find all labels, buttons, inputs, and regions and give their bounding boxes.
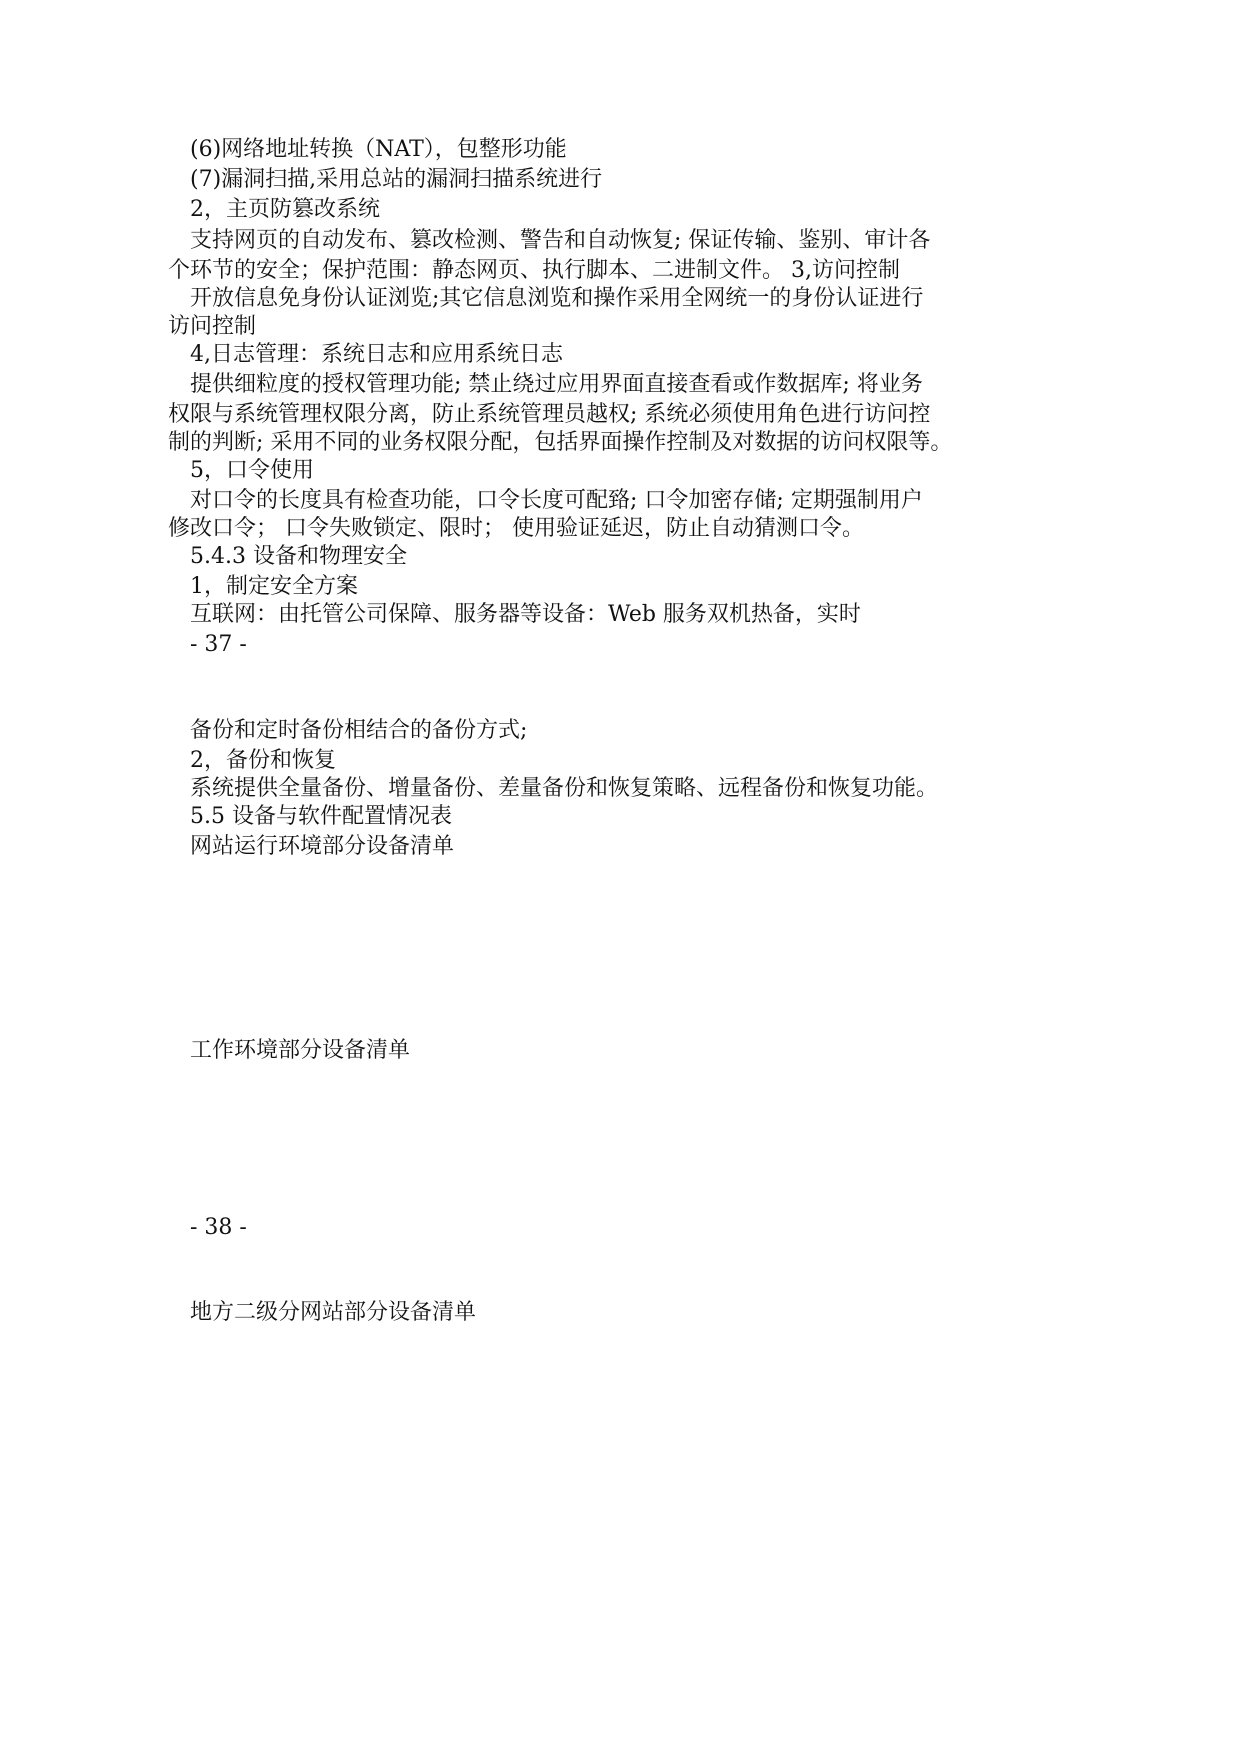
paragraph-line: 对口令的长度具有检查功能，口令长度可配臵; 口令加密存储; 定期强制用户 bbox=[190, 488, 923, 513]
paragraph-line: 访问控制 bbox=[168, 314, 257, 339]
paragraph-line: 制的判断; 采用不同的业务权限分配，包括界面操作控制及对数据的访问权限等。 bbox=[168, 430, 953, 455]
table-caption-runtime-equipment: 网站运行环境部分设备清单 bbox=[190, 834, 455, 859]
paragraph-line: 个环节的安全；保护范围：静态网页、执行脚本、二进制文件。 3,访问控制 bbox=[168, 258, 900, 283]
paragraph-line: 开放信息免身份认证浏览;其它信息浏览和操作采用全网统一的身份认证进行 bbox=[190, 286, 924, 311]
paragraph-line: 系统提供全量备份、增量备份、差量备份和恢复策略、远程备份和恢复功能。 bbox=[190, 776, 939, 801]
section-heading-backup-restore: 2，备份和恢复 bbox=[190, 748, 336, 773]
section-heading-anti-tamper: 2，主页防篡改系统 bbox=[190, 197, 380, 222]
paragraph-line: 互联网：由托管公司保障、服务器等设备：Web 服务双机热备，实时 bbox=[190, 602, 861, 627]
paragraph-line: 备份和定时备份相结合的备份方式; bbox=[190, 718, 528, 743]
section-heading-password: 5，口令使用 bbox=[190, 458, 314, 483]
section-heading-log-management: 4,日志管理：系统日志和应用系统日志 bbox=[190, 342, 563, 367]
table-caption-sub-site-equipment: 地方二级分网站部分设备清单 bbox=[190, 1300, 477, 1325]
table-caption-work-equipment: 工作环境部分设备清单 bbox=[190, 1038, 411, 1063]
page-number: - 37 - bbox=[190, 632, 247, 657]
page-number: - 38 - bbox=[190, 1215, 247, 1240]
list-item-vuln-scan: (7)漏洞扫描,采用总站的漏洞扫描系统进行 bbox=[190, 167, 603, 192]
section-heading-config-table: 5.5 设备与软件配置情况表 bbox=[190, 804, 452, 829]
paragraph-line: 权限与系统管理权限分离，防止系统管理员越权; 系统必须使用角色进行访问控 bbox=[168, 402, 931, 427]
paragraph-line: 提供细粒度的授权管理功能; 禁止绕过应用界面直接查看或作数据库; 将业务 bbox=[190, 372, 923, 397]
paragraph-line: 支持网页的自动发布、篡改检测、警告和自动恢复; 保证传输、鉴别、审计各 bbox=[190, 228, 931, 253]
section-heading-physical-security: 5.4.3 设备和物理安全 bbox=[190, 544, 407, 569]
section-heading-security-plan: 1，制定安全方案 bbox=[190, 574, 358, 599]
paragraph-line: 修改口令； 口令失败锁定、限时； 使用验证延迟，防止自动猜测口令。 bbox=[168, 516, 864, 541]
list-item-nat: (6)网络地址转换（NAT），包整形功能 bbox=[190, 137, 567, 162]
